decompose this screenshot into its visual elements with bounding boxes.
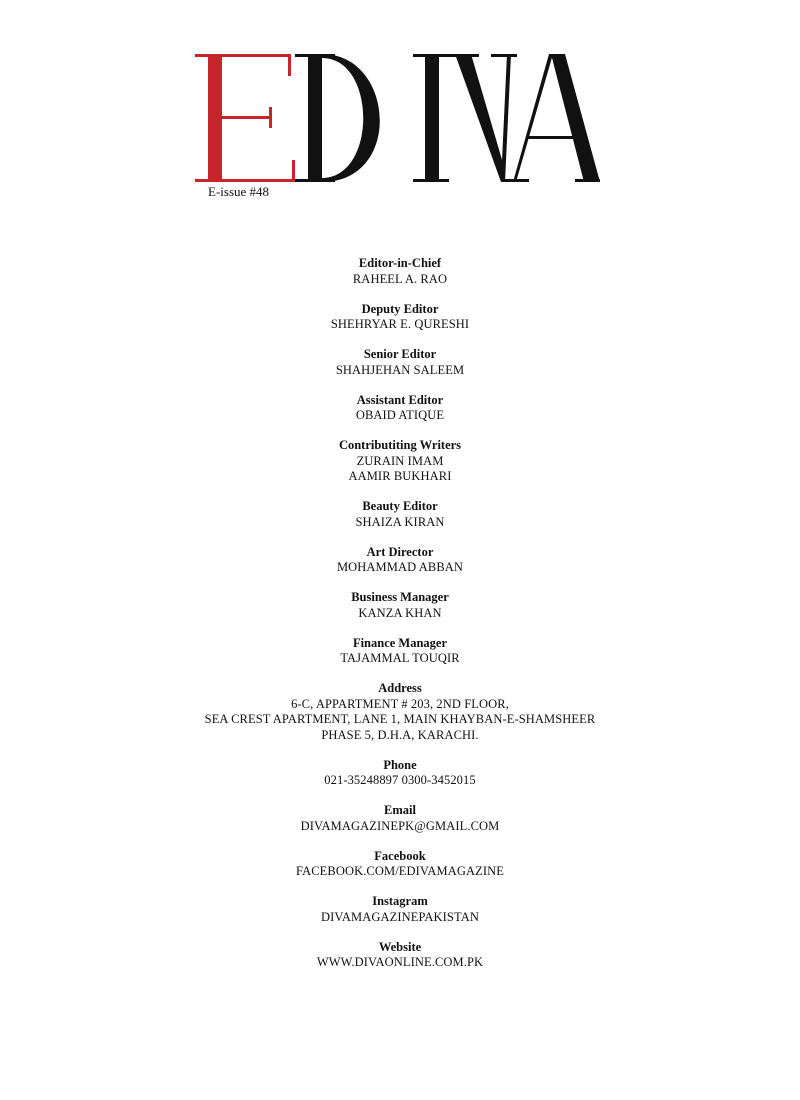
credit-value: ZURAIN IMAM bbox=[356, 453, 444, 468]
credit-value: PHASE 5, D.H.A, KARACHI. bbox=[321, 727, 479, 742]
credit-block bbox=[0, 302, 800, 333]
credit-block bbox=[0, 545, 800, 576]
ediva-logo bbox=[195, 52, 600, 184]
credit-role: Contributiting Writers bbox=[338, 438, 462, 452]
credit-value: OBAID ATIQUE bbox=[355, 408, 445, 422]
credit-role: Address bbox=[378, 681, 422, 695]
credit-role: Phone bbox=[383, 757, 417, 772]
logo-letter-v bbox=[447, 54, 517, 182]
credit-block bbox=[0, 803, 800, 834]
credit-role: Email bbox=[384, 803, 416, 817]
credit-role: Finance Manager bbox=[352, 635, 448, 650]
credit-value: SHAIZA KIRAN bbox=[355, 514, 445, 529]
credit-block bbox=[0, 590, 800, 621]
credit-value: WWW.DIVAONLINE.COM.PK bbox=[316, 955, 484, 969]
credit-value: 6-C, APPARTMENT # 203, 2ND FLOOR, bbox=[291, 696, 509, 711]
credit-block bbox=[0, 438, 800, 485]
credit-value: 021-35248897 0300-3452015 bbox=[324, 773, 476, 787]
credit-value: RAHEEL A. RAO bbox=[352, 271, 448, 286]
logo-letter-d bbox=[295, 54, 380, 182]
credit-value: TAJAMMAL TOUQIR bbox=[340, 651, 460, 665]
credit-block bbox=[0, 849, 800, 880]
credit-role: Assistant Editor bbox=[356, 392, 444, 407]
logo-letter-a bbox=[505, 54, 600, 182]
credit-role: Business Manager bbox=[351, 590, 449, 604]
credit-value: DIVAMAGAZINEPAKISTAN bbox=[321, 909, 479, 924]
credit-block bbox=[0, 499, 800, 530]
logo-letter-i bbox=[413, 54, 449, 182]
credit-value: SHAHJEHAN SALEEM bbox=[335, 362, 465, 377]
credit-block bbox=[0, 393, 800, 424]
credit-value: DIVAMAGAZINEPK@GMAIL.COM bbox=[300, 818, 500, 833]
credit-block bbox=[0, 940, 800, 971]
credit-block bbox=[0, 636, 800, 667]
masthead bbox=[195, 52, 600, 202]
credit-block bbox=[0, 894, 800, 925]
credit-role: Beauty Editor bbox=[362, 499, 438, 513]
credit-value: AAMIR BUKHARI bbox=[348, 469, 452, 483]
credit-value: MOHAMMAD ABBAN bbox=[336, 560, 464, 574]
credit-value: SHEHRYAR E. QURESHI bbox=[330, 317, 470, 331]
credit-role: Deputy Editor bbox=[361, 301, 439, 316]
credit-block bbox=[0, 347, 800, 378]
credit-role: Editor-in-Chief bbox=[358, 256, 442, 270]
credit-value: KANZA KHAN bbox=[358, 605, 442, 620]
credit-role: Facebook bbox=[374, 848, 426, 863]
credit-role: Website bbox=[378, 939, 422, 954]
credit-block bbox=[0, 681, 800, 743]
masthead-credits bbox=[0, 256, 800, 985]
credit-value: SEA CREST APARTMENT, LANE 1, MAIN KHAYBAN-E-SHAMSHEER bbox=[204, 712, 596, 726]
logo-letter-e bbox=[195, 54, 295, 182]
credit-role: Art Director bbox=[366, 544, 434, 559]
credit-value: FACEBOOK.COM/EDIVAMAGAZINE bbox=[295, 864, 505, 878]
credit-role: Senior Editor bbox=[363, 347, 437, 361]
credit-block bbox=[0, 758, 800, 789]
credit-block bbox=[0, 256, 800, 287]
credit-role: Instagram bbox=[372, 894, 428, 908]
issue-number: E-issue #48 bbox=[208, 184, 270, 199]
